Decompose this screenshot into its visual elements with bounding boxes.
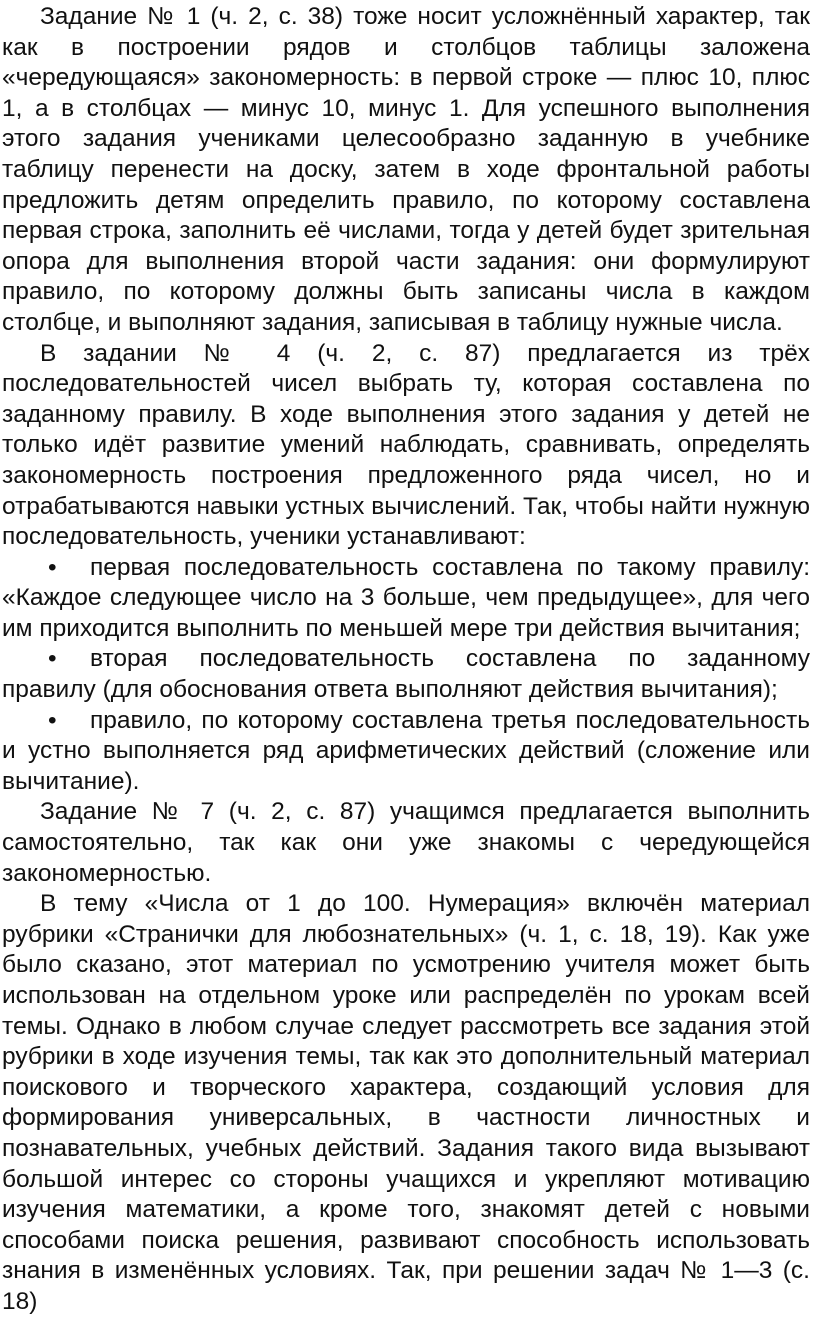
- bullet-text-3: правило, по которому составлена третья последовательность и устно выполняется ряд арифметических действий (сложение или вычитание).: [2, 706, 810, 795]
- bullet-item-1: [2, 553, 810, 645]
- bullet-marker: •: [48, 645, 57, 673]
- bullet-item-2: [2, 644, 810, 705]
- paragraph-task-7: Задание № 7 (ч. 2, с. 87) учащимся предлагается выполнить самостоятельно, так как они уже знакомы с чередующейся закономерностью.: [2, 798, 810, 887]
- bullet-text-2: вторая последовательность составлена по заданному правилу (для обоснования ответа выполняют действия вычитания);: [2, 645, 810, 704]
- paragraph-numbers-topic: В тему «Числа от 1 до 100. Нумерация» включён материал рубрики «Странички для любознательных» (ч. 1, с. 18, 19). Как уже было сказано, этот материал по усмотрению учителя может быть использован на отдельном уроке или распределён по урокам всей темы. Однако в любом случае следует рассмотреть все задания этой рубрики в ходе изучения темы, так как это дополнительный материал поискового и творческого характера, создающий условия для формирования универсальных, в частности личностных и познавательных, учебных действий. Задания такого вида вызывают большой интерес со стороны учащихся и укрепляют мотивацию изучения математики, а кроме того, знакомят детей с новыми способами поиска решения, развивают способность использовать знания в изменённых условиях. Так, при решении задач № 1—3 (с. 18): [2, 890, 810, 1315]
- bullet-text-1: первая последовательность составлена по такому правилу: «Каждое следующее число на 3 больше, чем предыдущее», для чего им приходится выполнить по меньшей мере три действия вычитания;: [2, 553, 810, 642]
- bullet-marker: •: [48, 553, 57, 581]
- paragraph-task-1: Задание № 1 (ч. 2, с. 38) тоже носит усложнённый характер, так как в построении рядов и столбцов таблицы заложена «чередующаяся» закономерность: в первой строке — плюс 10, плюс 1, а в столбцах — минус 10, минус 1. Для успешного выполнения этого задания учениками целесообразно заданную в учебнике таблицу перенести на доску, затем в ходе фронтальной работы предложить детям определить правило, по которому составлена первая строка, заполнить её числами, тогда у детей будет зрительная опора для выполнения второй части задания: они формулируют правило, по которому должны быть записаны числа в каждом столбце, и выполняют задания, записывая в таблицу нужные числа.: [2, 3, 810, 336]
- paragraph-task-4: В задании № 4 (ч. 2, с. 87) предлагается из трёх последовательностей чисел выбрать ту, которая составлена по заданному правилу. В ходе выполнения этого задания у детей не только идёт развитие умений наблюдать, сравнивать, определять закономерность построения предложенного ряда чисел, но и отрабатываются навыки устных вычислений. Так, чтобы найти нужную последовательность, ученики устанавливают:: [2, 339, 810, 551]
- bullet-item-3: [2, 706, 810, 798]
- bullet-marker: •: [48, 706, 57, 734]
